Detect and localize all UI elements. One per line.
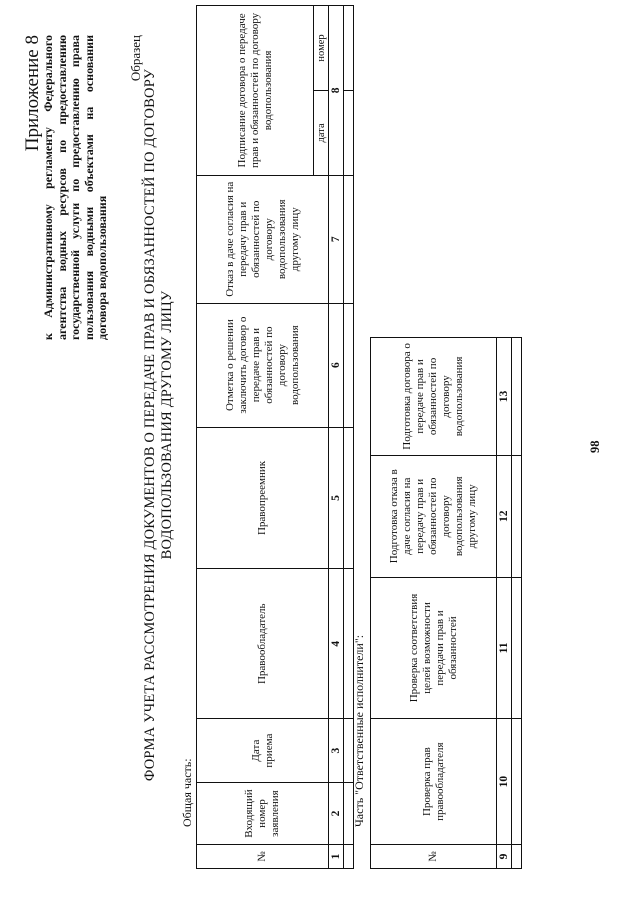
empty-cell [512, 338, 522, 456]
executors-header-row [371, 338, 497, 869]
sample-label: Образец [128, 35, 143, 82]
header-decision-mark: Отметка о решении заключить договор о передаче прав и обязанностей по договору водопользования [197, 303, 329, 427]
general-header-row [197, 6, 314, 869]
header-number: № [197, 845, 329, 869]
column-number: 1 [329, 845, 344, 869]
executors-empty-row [512, 338, 522, 869]
subheader-date: дата [314, 90, 329, 175]
general-column-numbers-row [329, 6, 344, 869]
column-number: 7 [329, 175, 344, 303]
column-number: 2 [329, 783, 344, 845]
executors-part-table [370, 337, 522, 869]
column-number: 13 [497, 338, 512, 456]
header-refusal: Отказ в даче согласия на передачу прав и обязанностей по договору водопользования другому лицу [197, 175, 329, 303]
appendix-reference: к Административному регламенту Федерального агентства водных ресурсов по предоставлению государственной услуги по предоставлению права пользования водными объектами на основании договора водопользования [41, 35, 109, 340]
header-right-holder: Правообладатель [197, 569, 329, 719]
empty-cell [512, 577, 522, 719]
header-incoming-number: Входящий номер заявления [197, 783, 329, 845]
column-number: 6 [329, 303, 344, 427]
column-number: 4 [329, 569, 344, 719]
column-number: 5 [329, 427, 344, 569]
page-number: 98 [588, 440, 602, 453]
header-prepare-refusal: Подготовка отказа в даче согласия на передачу прав и обязанностей по договору водопользования другому лицу [371, 455, 497, 577]
empty-cell [512, 455, 522, 577]
header-successor: Правопреемник [197, 427, 329, 569]
empty-cell [344, 303, 354, 427]
executors-part-label: Часть "Ответственные исполнители": [352, 634, 366, 827]
empty-cell [344, 427, 354, 569]
general-part-label: Общая часть: [180, 758, 194, 827]
column-number: 12 [497, 455, 512, 577]
executors-column-numbers-row [497, 338, 512, 869]
header-contract-signing: Подписание договора о передаче прав и обязанностей по договору водопользования [197, 6, 314, 176]
header-prepare-contract: Подготовка договора о передаче прав и обязанностей по договору водопользования [371, 338, 497, 456]
form-title-line-1: ФОРМА УЧЕТА РАССМОТРЕНИЯ ДОКУМЕНТОВ О ПЕРЕДАЧЕ ПРАВ И ОБЯЗАННОСТЕЙ ПО ДОГОВОРУ [142, 68, 158, 782]
appendix-title: Приложение 8 [22, 35, 43, 152]
empty-cell [344, 6, 354, 91]
header-number: № [371, 845, 497, 869]
header-check-purposes: Проверка соответствия целей возможности передачи прав и обязанностей [371, 577, 497, 719]
column-number: 11 [497, 577, 512, 719]
column-number: 10 [497, 719, 512, 845]
subheader-number: номер [314, 6, 329, 91]
header-receipt-date: Дата приема [197, 719, 329, 783]
form-title [142, 65, 176, 785]
column-number: 9 [497, 845, 512, 869]
column-number: 3 [329, 719, 344, 783]
empty-cell [344, 175, 354, 303]
empty-cell [344, 90, 354, 175]
form-title-line-2: ВОДОПОЛЬЗОВАНИЯ ДРУГОМУ ЛИЦУ [159, 290, 175, 560]
empty-cell [512, 719, 522, 845]
header-check-rights: Проверка прав правообладателя [371, 719, 497, 845]
empty-cell [512, 845, 522, 869]
empty-cell [344, 845, 354, 869]
general-part-table [196, 5, 354, 869]
column-number: 8 [329, 6, 344, 176]
